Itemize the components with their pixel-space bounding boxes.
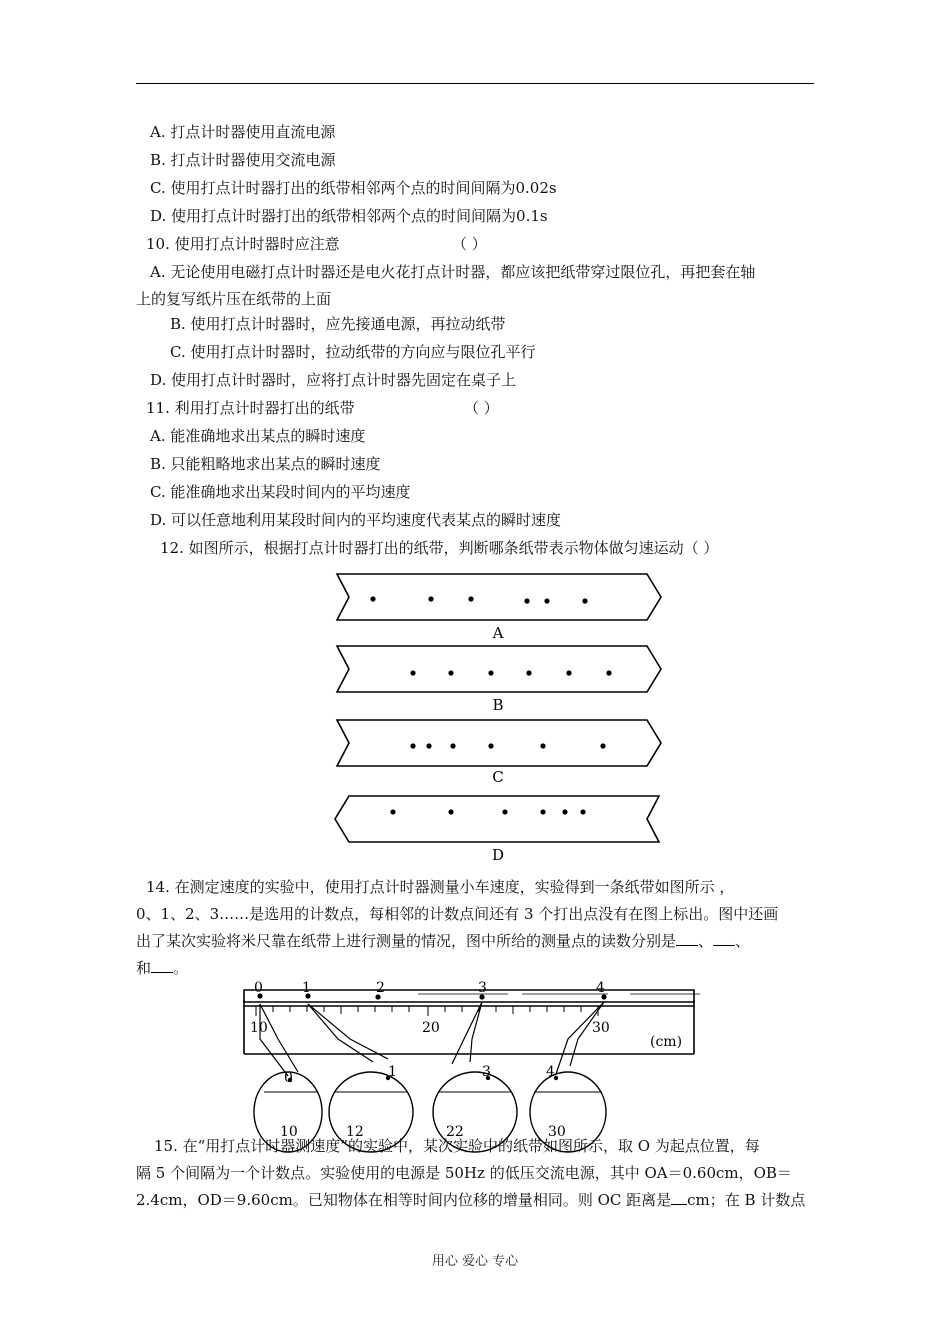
tape-a-dots (370, 596, 587, 603)
ruler-unit: (cm) (650, 1034, 683, 1050)
q10-option-b: B. 使用打点计时器时，应先接通电源，再拉动纸带 (170, 315, 506, 333)
zoom4-top: 4 (546, 1064, 555, 1080)
q14-answer-blank-3[interactable] (151, 958, 173, 973)
ruler-label-20: 20 (422, 1020, 440, 1036)
point-1-label: 1 (302, 980, 311, 996)
q14-answer-blank-2[interactable] (713, 931, 735, 946)
q10-option-a-line1: A. 无论使用电磁打点计时器还是电火花打点计时器，都应该把纸带穿过限位孔，再把套在轴 (150, 263, 756, 281)
q14-answer-blank-1[interactable] (676, 931, 698, 946)
q11-option-c: C. 能准确地求出某段时间内的平均速度 (150, 483, 411, 501)
q15-answer-blank-1[interactable] (671, 1190, 687, 1205)
q14-line3 (136, 931, 750, 951)
q14-line4-suffix: 。 (173, 959, 189, 977)
q15-line1: 15. 在“用打点计时器测速度”的实验中，某次实验中的纸带如图所示，取 O 为起点位置，每 (154, 1137, 760, 1155)
q15-line2: 隔 5 个间隔为一个计数点。实验使用的电源是 50Hz 的低压交流电源，其中 OA＝0.60cm，OB＝ (136, 1164, 792, 1182)
q14-sep-2: 、 (735, 932, 751, 950)
point-3-label: 3 (478, 980, 487, 996)
zoom2-bottom: 12 (346, 1124, 364, 1140)
q9-option-b: B. 打点计时器使用交流电源 (150, 151, 336, 169)
ruler-ticks (256, 1006, 598, 1016)
tape-b-dots (410, 670, 611, 675)
tape-c-label: C (492, 768, 504, 786)
point-2-label: 2 (376, 980, 385, 996)
header-rule (136, 83, 814, 84)
tape-b-label: B (492, 696, 504, 714)
ruler-label-10: 10 (250, 1020, 268, 1036)
point-4-label: 4 (596, 980, 605, 996)
q11-option-a: A. 能准确地求出某点的瞬时速度 (150, 427, 366, 445)
q9-option-a: A. 打点计时器使用直流电源 (150, 123, 336, 141)
page-footer: 用心 爱心 专心 (431, 1254, 519, 1269)
tape-a-outline (337, 574, 661, 620)
q11-option-d: D. 可以任意地利用某段时间内的平均速度代表某点的瞬时速度 (150, 511, 562, 529)
q10-answer-bracket: （ ） (452, 235, 487, 253)
zoom1-bottom: 10 (280, 1124, 298, 1140)
ruler-label-30: 30 (592, 1020, 610, 1036)
q15-line3 (136, 1190, 805, 1210)
q14-line1: 14. 在测定速度的实验中，使用打点计时器测量小车速度，实验得到一条纸带如图所示 ， (146, 878, 735, 896)
q14-line3-text: 出了某次实验将米尺靠在纸带上进行测量的情况，图中所给的测量点的读数分别是 (136, 932, 677, 950)
q14-line4-prefix: 和 (136, 959, 152, 977)
tape-d-outline (335, 796, 659, 842)
tape-d-label: D (491, 846, 505, 864)
zoom3-top: 3 (482, 1064, 491, 1080)
ruler-tape-outline (244, 990, 694, 1002)
q10-option-d: D. 使用打点计时器时，应将打点计时器先固定在桌子上 (150, 371, 517, 389)
q15-line3-prefix: 2.4cm，OD＝9.60cm。已知物体在相等时间内位移的增量相同。则 OC 距离是 (136, 1191, 672, 1209)
q10-option-a-line2: 上的复写纸片压在纸带的上面 (136, 290, 332, 308)
zoom2-top: 1 (388, 1064, 397, 1080)
q10-stem: 10. 使用打点计时器时应注意 (146, 235, 340, 253)
zoom1-top: 0 (284, 1070, 293, 1086)
q11-option-b: B. 只能粗略地求出某点的瞬时速度 (150, 455, 381, 473)
zoom3-bottom: 22 (446, 1124, 464, 1140)
tape-c-outline (337, 720, 661, 766)
zoom4-bottom: 30 (548, 1124, 566, 1140)
tape-c-dots (410, 743, 605, 748)
q14-ruler-figure (238, 980, 708, 1140)
point-0-label: 0 (254, 980, 263, 996)
tape-d-dots (390, 809, 585, 814)
q9-option-d: D. 使用打点计时器打出的纸带相邻两个点的时间间隔为0.1s (150, 207, 548, 225)
q9-option-c: C. 使用打点计时器打出的纸带相邻两个点的时间间隔为0.02s (150, 179, 557, 197)
q12-tapes-figure (325, 568, 670, 868)
q14-line4 (136, 958, 188, 978)
q15-line3-suffix: cm；在 B 计数点 (687, 1191, 806, 1209)
q10-option-c: C. 使用打点计时器时，拉动纸带的方向应与限位孔平行 (170, 343, 536, 361)
q11-stem: 11. 利用打点计时器打出的纸带 (146, 399, 355, 417)
q12-stem: 12. 如图所示，根据打点计时器打出的纸带，判断哪条纸带表示物体做匀速运动（ ） (160, 539, 719, 557)
q14-sep-1: 、 (698, 932, 714, 950)
q14-line2: 0、1、2、3……是选用的计数点，每相邻的计数点间还有 3 个打出点没有在图上标出。图中还画 (136, 905, 779, 923)
tape-a-label: A (492, 624, 504, 642)
tape-b-outline (337, 646, 661, 692)
q11-answer-bracket: （ ） (464, 399, 499, 417)
